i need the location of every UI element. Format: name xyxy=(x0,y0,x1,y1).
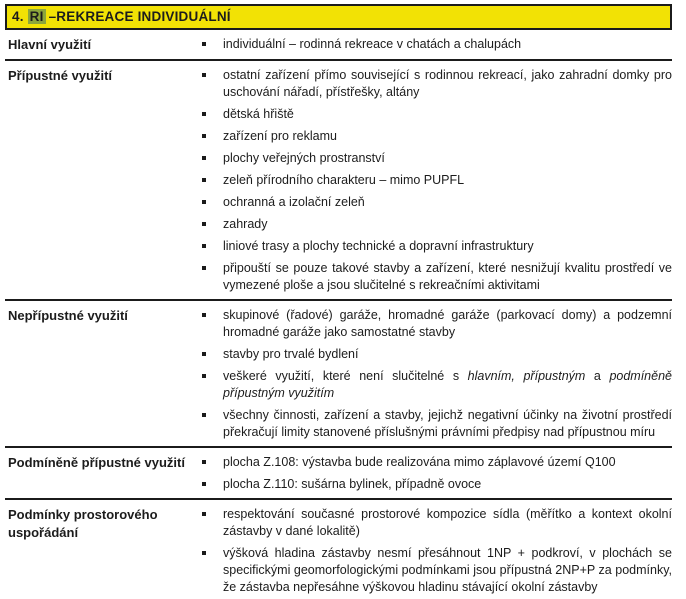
bullet-list xyxy=(200,506,672,596)
list-item xyxy=(200,128,672,145)
row-content xyxy=(200,67,672,294)
table-row-4 xyxy=(5,500,672,599)
list-item xyxy=(200,216,672,233)
bullet-icon xyxy=(202,551,206,555)
table-row-1 xyxy=(5,61,672,301)
bullet-icon xyxy=(202,460,206,464)
bullet-icon xyxy=(202,512,206,516)
bullet-icon xyxy=(202,42,206,46)
text-segment: plocha Z.110: sušárna bylinek, případně ovoce xyxy=(223,477,482,491)
row-label: Hlavní využití xyxy=(8,37,92,52)
row-content xyxy=(200,36,672,54)
text-segment: ochranná a izolační zeleň xyxy=(223,195,365,209)
list-item xyxy=(200,307,672,341)
table-row-0 xyxy=(5,30,672,61)
list-item xyxy=(200,36,672,53)
table-row-2 xyxy=(5,301,672,448)
list-item xyxy=(200,476,672,493)
bullet-list xyxy=(200,307,672,441)
section-title: –REKREACE INDIVIDUÁLNÍ xyxy=(48,9,231,24)
table-rows xyxy=(5,30,672,599)
bullet-icon xyxy=(202,244,206,248)
text-segment: veškeré využití, které není slučitelné s xyxy=(223,369,468,383)
list-item xyxy=(200,238,672,255)
text-segment: a xyxy=(585,369,610,383)
row-content xyxy=(200,506,672,596)
list-item xyxy=(200,194,672,211)
bullet-icon xyxy=(202,134,206,138)
text-segment: ostatní zařízení přímo související s rodinnou rekreací, jako zahradní domky pro uschování nářadí, přístřešky, altány xyxy=(223,68,672,99)
list-item xyxy=(200,260,672,294)
bullet-icon xyxy=(202,112,206,116)
list-item xyxy=(200,172,672,189)
list-item xyxy=(200,407,672,441)
bullet-list xyxy=(200,36,672,53)
text-segment: zařízení pro reklamu xyxy=(223,129,337,143)
text-segment: zahrady xyxy=(223,217,268,231)
zone-code: RI xyxy=(29,9,44,24)
row-content xyxy=(200,307,672,441)
bullet-icon xyxy=(202,352,206,356)
bullet-icon xyxy=(202,413,206,417)
list-item xyxy=(200,545,672,596)
section-number: 4. xyxy=(12,9,24,24)
list-item xyxy=(200,346,672,363)
row-label: Nepřípustné využití xyxy=(8,308,128,323)
row-label: Přípustné využití xyxy=(8,68,113,83)
italic-text-segment: podmíněně přípustným využitím xyxy=(223,369,672,400)
bullet-icon xyxy=(202,374,206,378)
row-label: Podmíněně přípustné využití xyxy=(8,455,185,470)
text-segment: liniové trasy a plochy technické a dopravní infrastruktury xyxy=(223,239,534,253)
text-segment: všechny činnosti, zařízení a stavby, jejichž negativní účinky na životní prostředí překračují limity stanovené příslušnými právními předpisy nad přípustnou míru xyxy=(223,408,672,439)
bullet-icon xyxy=(202,73,206,77)
list-item xyxy=(200,368,672,402)
bullet-icon xyxy=(202,266,206,270)
text-segment: individuální – rodinná rekreace v chatách a chalupách xyxy=(223,37,522,51)
bullet-icon xyxy=(202,313,206,317)
bullet-icon xyxy=(202,178,206,182)
row-label: Podmínky prostorového uspořádání xyxy=(8,507,158,540)
bullet-list xyxy=(200,67,672,294)
italic-text-segment: hlavním, přípustným xyxy=(467,369,586,383)
bullet-list xyxy=(200,454,672,493)
bullet-icon xyxy=(202,200,206,204)
text-segment: respektování současné prostorové kompozice sídla (měřítko a kontext okolní zástavby v dané lokalitě) xyxy=(223,507,672,538)
list-item xyxy=(200,506,672,540)
bullet-icon xyxy=(202,156,206,160)
text-segment: plochy veřejných prostranství xyxy=(223,151,385,165)
bullet-icon xyxy=(202,482,206,486)
table-header xyxy=(5,4,672,30)
text-segment: skupinové (řadové) garáže, hromadné garáže (parkovací domy) a podzemní hromadné garáže jako samostatné stavby xyxy=(223,308,672,339)
text-segment: dětská hřiště xyxy=(223,107,294,121)
text-segment: zeleň přírodního charakteru – mimo PUPFL xyxy=(223,173,465,187)
text-segment: připouští se pouze takové stavby a zařízení, které nesnižují kvalitu prostředí ve vymezené ploše a jsou slučitelné s rekreačními aktivitami xyxy=(223,261,672,292)
text-segment: stavby pro trvalé bydlení xyxy=(223,347,359,361)
land-use-table xyxy=(5,4,672,599)
list-item xyxy=(200,67,672,101)
list-item xyxy=(200,454,672,471)
table-row-3 xyxy=(5,448,672,500)
text-segment: výšková hladina zástavby nesmí přesáhnout 1NP + podkroví, v plochách se specifickými geomorfologickými podmínkami jsou přípustná 2NP+P za podmínky, že zástavba nepřesáhne výškovou hladinu stávající okolní zástavby xyxy=(223,546,672,594)
bullet-icon xyxy=(202,222,206,226)
list-item xyxy=(200,150,672,167)
row-content xyxy=(200,454,672,493)
list-item xyxy=(200,106,672,123)
text-segment: plocha Z.108: výstavba bude realizována mimo záplavové území Q100 xyxy=(223,455,616,469)
